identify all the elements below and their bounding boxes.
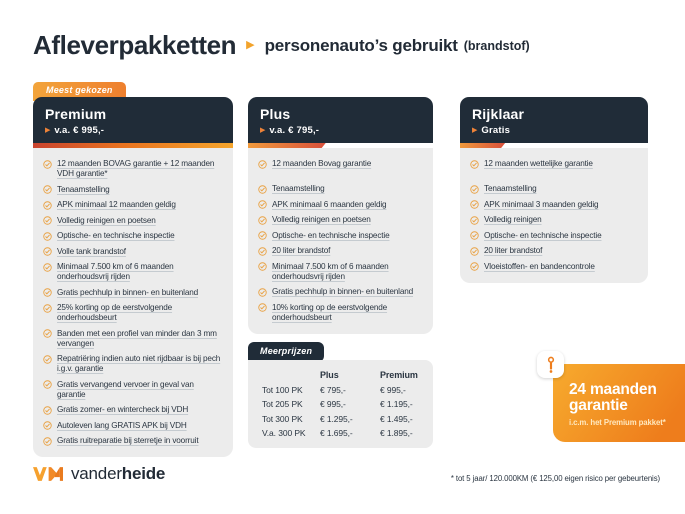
gradient-bar: [460, 143, 505, 148]
package-feature: [43, 185, 224, 195]
package-feature: [470, 231, 639, 241]
package-title: Plus: [260, 106, 291, 122]
price-cell: € 1.895,-: [380, 428, 413, 438]
check-icon: [258, 185, 267, 194]
check-icon: [258, 262, 267, 271]
feature-text: Tenaamstelling: [484, 184, 537, 193]
price-cell: € 995,-: [380, 384, 406, 395]
row-label: Tot 300 PK: [262, 413, 303, 424]
row-label: V.a. 300 PK: [262, 428, 306, 438]
package-feature: [43, 288, 224, 298]
check-icon: [470, 262, 479, 271]
package-feature: [43, 329, 224, 349]
surcharges-grid: [262, 370, 423, 438]
feature-text: Gratis zomer- en wintercheck bij VDH: [57, 405, 189, 414]
promo-subtitle: i.c.m. het Premium pakket*: [569, 418, 666, 428]
package-feature: [43, 354, 224, 374]
package-price-row: [45, 125, 221, 136]
card-body: [460, 148, 648, 283]
check-icon: [43, 329, 52, 338]
warranty-promo-banner: [553, 364, 685, 442]
most-chosen-badge: Meest gekozen: [33, 82, 126, 101]
brand-logo: [33, 463, 165, 485]
surcharges-table: [248, 360, 433, 448]
package-feature: [470, 262, 639, 272]
feature-text: 25% korting op de eerstvolgende onderhoudsbeurt: [57, 303, 173, 322]
check-icon: [43, 421, 52, 430]
check-icon: [470, 160, 479, 169]
package-feature: [258, 287, 424, 297]
feature-list: [470, 159, 639, 272]
column-header-plus: Plus: [320, 370, 339, 380]
package-feature: [258, 231, 424, 241]
price-cell: € 1.695,-: [320, 428, 353, 438]
package-card-rijklaar: [460, 97, 648, 283]
feature-text: Gratis ruitreparatie bij sterretje in voorruit: [57, 436, 199, 445]
check-icon: [43, 355, 52, 364]
check-icon: [470, 231, 479, 240]
check-icon: [258, 303, 267, 312]
feature-text: Gratis pechhulp in binnen- en buitenland: [57, 287, 199, 297]
price-cell: € 1.295,-: [320, 413, 353, 424]
footnote: * tot 5 jaar/ 120.000KM (€ 125,00 eigen risico per gebeurtenis): [450, 474, 660, 483]
feature-text: Autoleven lang GRATIS APK bij VDH: [57, 420, 187, 430]
arrow-right-icon: ▶: [45, 127, 51, 134]
arrow-right-icon: ▶: [246, 39, 255, 51]
package-card-plus: [248, 97, 433, 334]
brand-name: [71, 464, 165, 484]
check-icon: [43, 185, 52, 194]
promo-title-line1: 24 maanden: [569, 381, 657, 398]
feature-text: Repatriëring indien auto niet rijdbaar is bij pech i.g.v. garantie: [57, 354, 221, 373]
surcharges-tab: Meerprijzen: [248, 342, 324, 362]
package-price-row: [260, 125, 421, 136]
check-icon: [43, 288, 52, 297]
package-price: Gratis: [481, 125, 511, 136]
check-icon: [43, 201, 52, 210]
brand-suffix: heide: [121, 464, 166, 483]
arrow-right-icon: ▶: [472, 127, 478, 134]
gradient-bar: [248, 143, 326, 148]
card-header: [460, 97, 648, 143]
feature-text: Volle tank brandstof: [57, 246, 126, 256]
package-feature: [470, 200, 639, 210]
package-feature: [43, 380, 224, 400]
feature-text: Tenaamstelling: [57, 184, 110, 194]
page-title: Afleverpakketten: [33, 30, 237, 60]
feature-text: Tenaamstelling: [272, 184, 325, 193]
feature-text: 12 maanden BOVAG garantie + 12 maanden VDH garantie*: [57, 159, 215, 178]
check-icon: [258, 231, 267, 240]
check-icon: [258, 216, 267, 225]
page-header: [33, 30, 530, 61]
check-icon: [470, 185, 479, 194]
feature-text: APK minimaal 12 maanden geldig: [57, 200, 176, 209]
price-cell: € 1.495,-: [380, 413, 413, 424]
card-body: [33, 148, 233, 457]
feature-text: Volledig reinigen en poetsen: [57, 215, 156, 225]
package-feature: [43, 159, 224, 179]
package-feature: [43, 216, 224, 226]
check-icon: [258, 160, 267, 169]
check-icon: [43, 263, 52, 272]
package-feature: [43, 200, 224, 210]
package-feature: [43, 405, 224, 415]
package-price: v.a. € 795,-: [269, 125, 320, 136]
arrow-right-icon: ▶: [260, 127, 266, 134]
package-feature: [258, 159, 424, 169]
page-subtitle: personenauto’s gebruikt: [264, 35, 458, 55]
page-subtitle-note: (brandstof): [463, 38, 530, 53]
check-icon: [43, 437, 52, 446]
feature-text: 20 liter brandstof: [272, 246, 331, 255]
feature-text: APK minimaal 3 maanden geldig: [484, 199, 599, 209]
check-icon: [43, 232, 52, 241]
feature-text: Vloeistoffen- en bandencontrole: [484, 261, 595, 271]
feature-text: Minimaal 7.500 km of 6 maanden onderhoudsvrij rijden: [57, 262, 174, 281]
package-feature: [43, 421, 224, 431]
check-icon: [470, 200, 479, 209]
promo-title: [569, 382, 677, 414]
package-feature: [470, 215, 639, 225]
card-header: [248, 97, 433, 143]
package-feature: [470, 159, 639, 169]
feature-text: 12 maanden Bovag garantie: [272, 159, 372, 168]
price-cell: € 1.195,-: [380, 399, 413, 409]
price-cell: € 795,-: [320, 384, 346, 395]
check-icon: [258, 288, 267, 297]
exclamation-glyph: [543, 356, 559, 374]
feature-text: 10% korting op de eerstvolgende onderhoudsbeurt: [272, 302, 388, 322]
package-feature: [258, 246, 424, 256]
card-header: [33, 97, 233, 143]
feature-text: Volledig reinigen en poetsen: [272, 215, 371, 224]
package-price: v.a. € 995,-: [54, 125, 105, 136]
check-icon: [470, 216, 479, 225]
package-price-row: [472, 125, 636, 136]
feature-text: 12 maanden wettelijke garantie: [484, 159, 593, 168]
feature-text: Minimaal 7.500 km of 6 maanden onderhoudsvrij rijden: [272, 261, 389, 281]
vdh-logo-icon: [33, 463, 63, 485]
package-title: Rijklaar: [472, 106, 525, 122]
package-feature: [258, 200, 424, 210]
package-feature: [43, 303, 224, 323]
promo-title-line2: garantie: [569, 397, 628, 415]
feature-text: Volledig reinigen: [484, 215, 542, 224]
feature-list: [43, 159, 224, 446]
package-feature: [258, 303, 424, 323]
row-label: Tot 100 PK: [262, 384, 303, 395]
check-icon: [470, 247, 479, 256]
check-icon: [43, 380, 52, 389]
package-feature: [43, 247, 224, 257]
package-feature: [43, 436, 224, 446]
column-header-premium: Premium: [380, 370, 418, 380]
package-card-premium: [33, 97, 233, 457]
row-label: Tot 205 PK: [262, 399, 303, 409]
feature-list: [258, 159, 424, 323]
check-icon: [43, 247, 52, 256]
feature-text: 20 liter brandstof: [484, 246, 543, 255]
package-feature: [258, 215, 424, 225]
package-feature: [43, 231, 224, 241]
check-icon: [258, 200, 267, 209]
package-feature: [470, 246, 639, 256]
feature-text: Optische- en technische inspectie: [484, 230, 602, 240]
feature-text: Gratis vervangend vervoer in geval van garantie: [57, 379, 194, 399]
card-body: [248, 148, 433, 334]
check-icon: [43, 406, 52, 415]
package-feature: [258, 184, 424, 194]
check-icon: [43, 304, 52, 313]
check-icon: [43, 160, 52, 169]
package-title: Premium: [45, 106, 107, 122]
feature-text: Gratis pechhulp in binnen- en buitenland: [272, 287, 414, 296]
check-icon: [258, 247, 267, 256]
feature-text: Optische- en technische inspectie: [272, 230, 390, 240]
package-feature: [470, 184, 639, 194]
column-header-empty: [262, 370, 320, 380]
feature-text: Optische- en technische inspectie: [57, 231, 175, 240]
brand-prefix: vander: [71, 464, 122, 483]
package-feature: [43, 262, 224, 282]
feature-text: APK minimaal 6 maanden geldig: [272, 199, 387, 209]
exclamation-icon: [537, 351, 564, 378]
check-icon: [43, 216, 52, 225]
package-feature: [258, 262, 424, 282]
price-cell: € 995,-: [320, 399, 346, 409]
feature-text: Banden met een profiel van minder dan 3 mm vervangen: [57, 328, 217, 348]
